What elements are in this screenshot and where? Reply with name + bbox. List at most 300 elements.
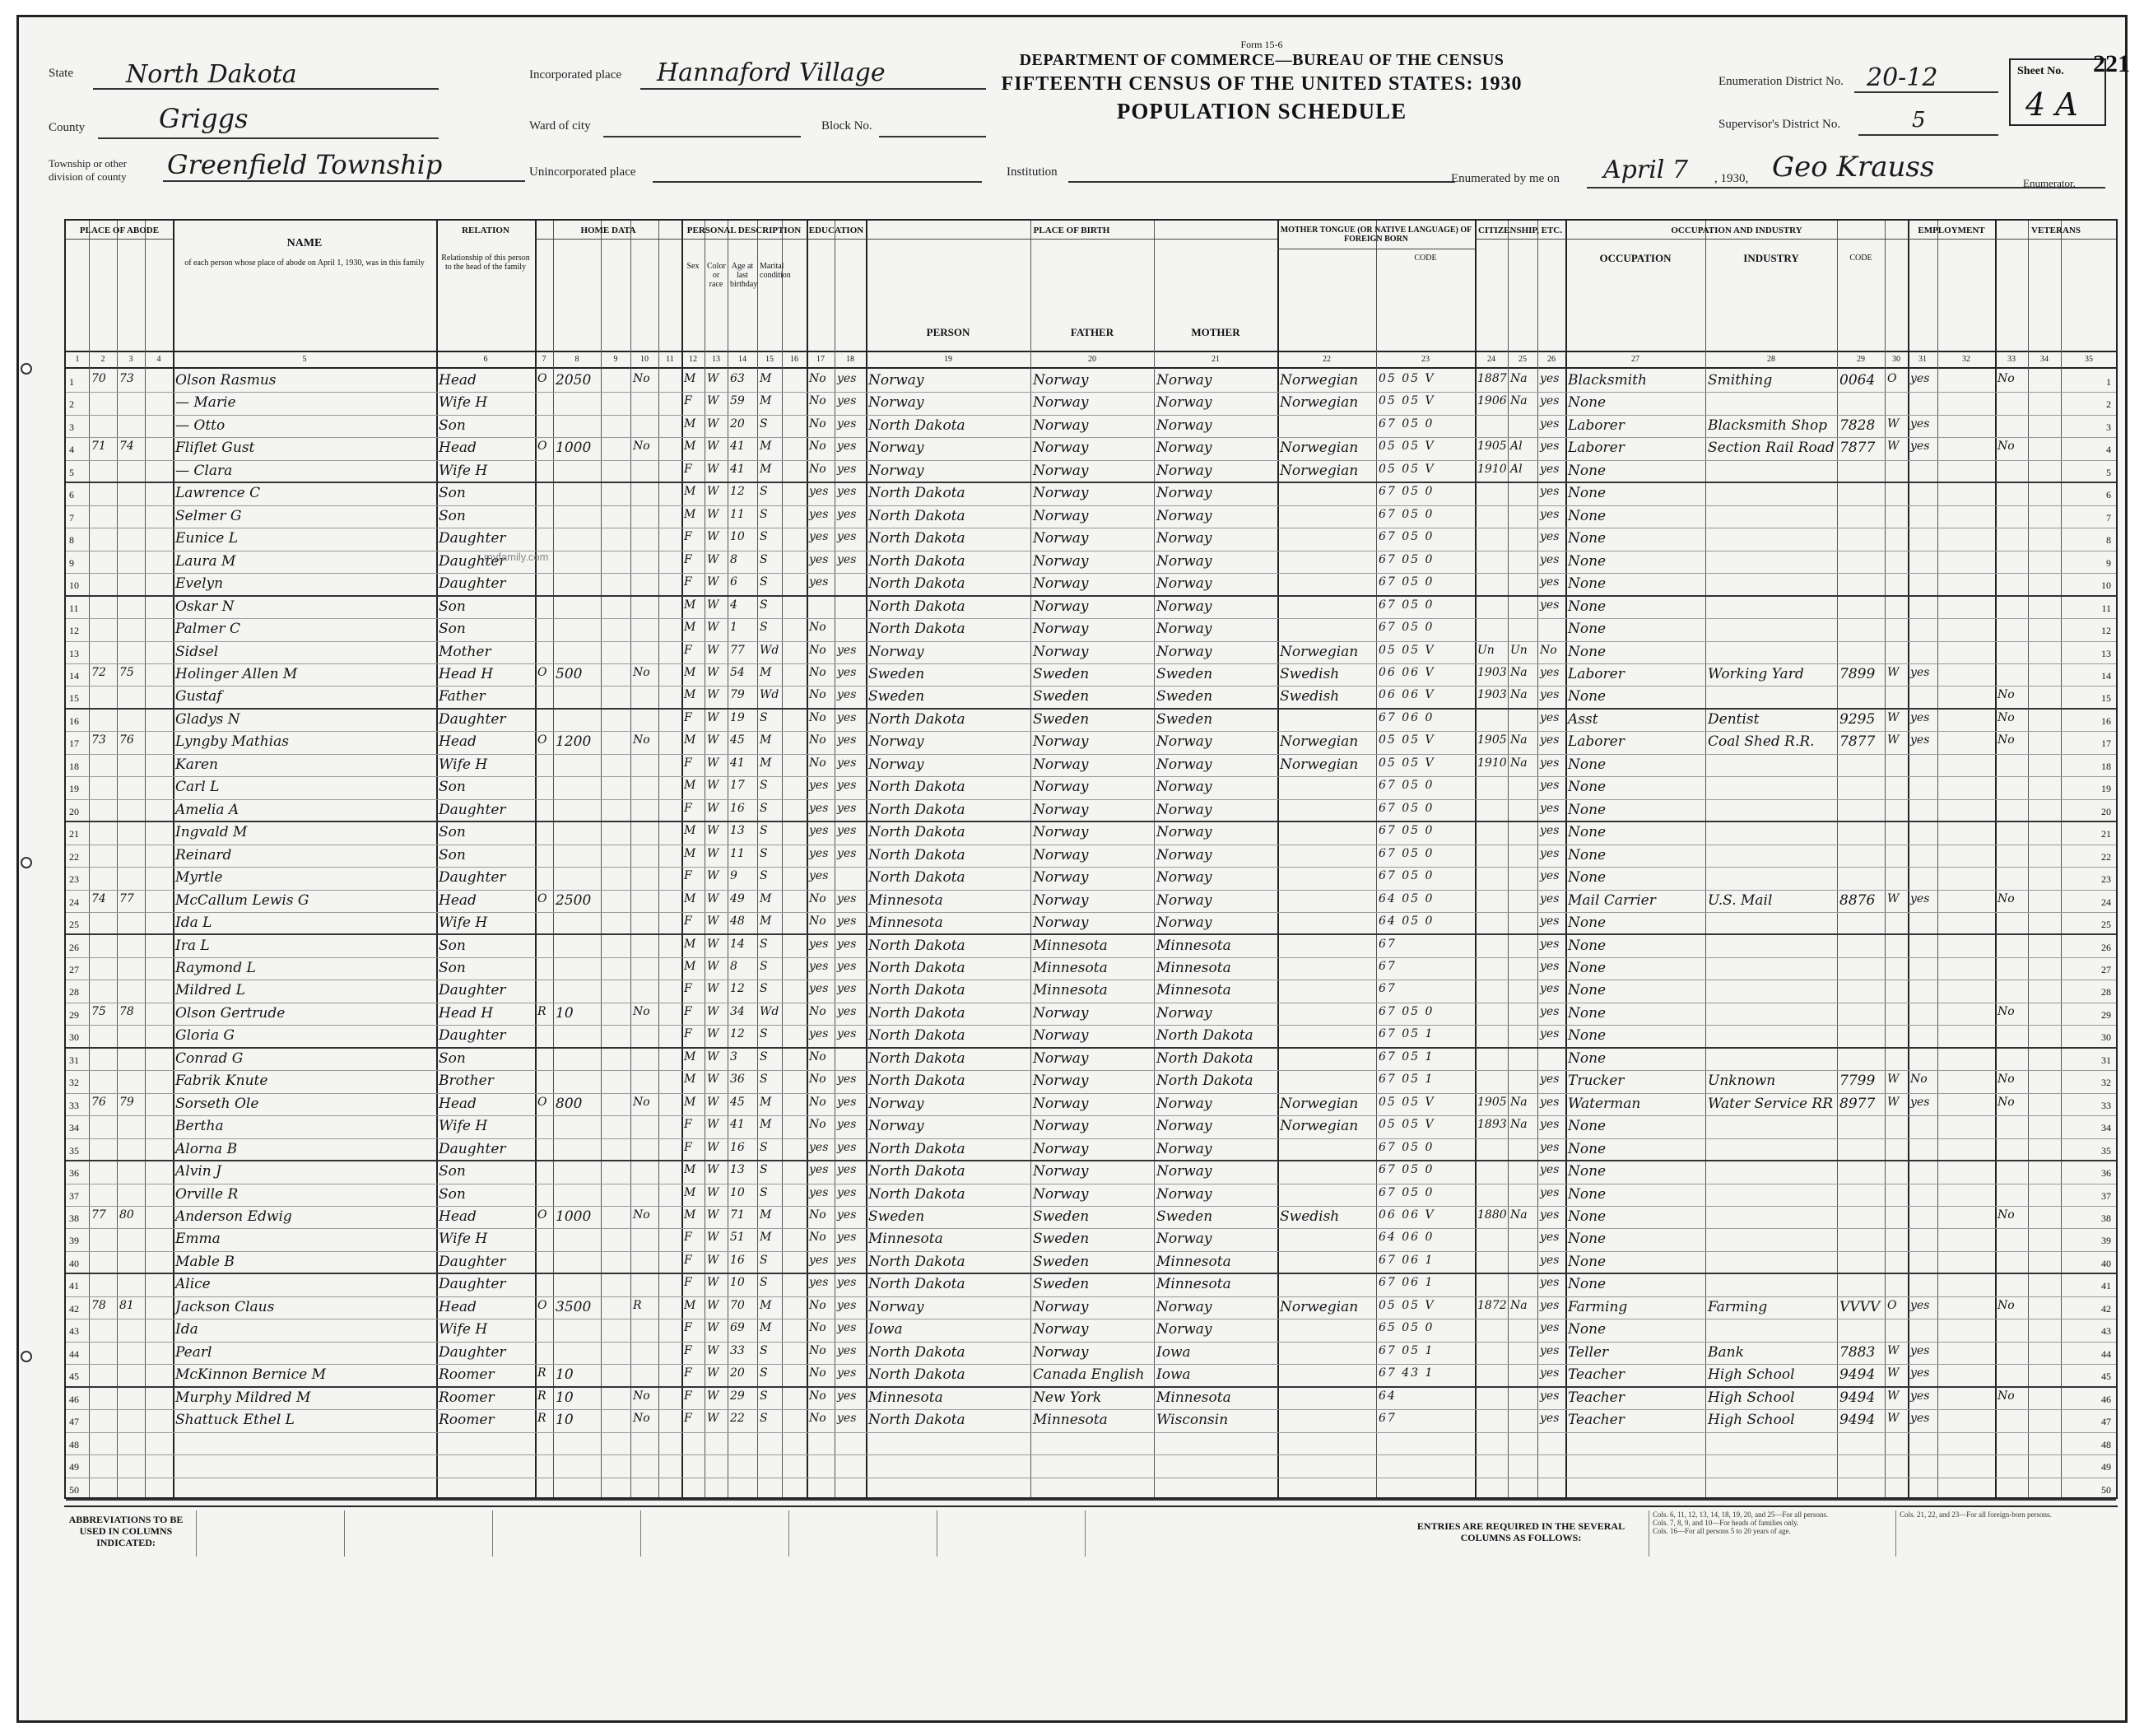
cell-age: 4 (730, 598, 737, 612)
group-header-place-of-abode: PLACE OF ABODE (79, 226, 160, 235)
cell-cls: W (1887, 1366, 1900, 1380)
column-number: 19 (944, 355, 952, 364)
cell-mar: S (760, 621, 768, 635)
cell-race: W (707, 530, 719, 544)
cell-fpob: Norway (1033, 915, 1089, 932)
cell-school: No (809, 1343, 826, 1357)
table-row (66, 822, 2116, 845)
cell-occ: None (1568, 1321, 1607, 1338)
cell-code: 67 05 1 (1379, 1027, 1435, 1041)
cell-eng: yes (1540, 959, 1560, 973)
cell-name: Gloria G (175, 1027, 235, 1045)
cell-ocode: 8876 (1839, 891, 1876, 909)
cell-age: 8 (730, 552, 737, 566)
cell-mar: S (760, 1412, 768, 1426)
cell-read: yes (837, 1389, 857, 1403)
cell-school: No (809, 710, 826, 724)
cell-rel: Roomer (439, 1366, 495, 1384)
county-label: County (49, 121, 86, 134)
cell-eng: yes (1540, 552, 1560, 566)
cell-eng: yes (1540, 372, 1560, 385)
cell-fpob: Norway (1033, 1118, 1089, 1135)
cell-mar: S (760, 1366, 768, 1380)
line-number: 5 (69, 466, 74, 478)
cell-read: yes (837, 507, 857, 521)
cell-ind: U.S. Mail (1708, 891, 1773, 909)
cell-emp: yes (1910, 417, 1930, 431)
cell-pob: North Dakota (868, 1004, 965, 1022)
cell-occ: None (1568, 1276, 1607, 1293)
table-row (66, 1455, 2116, 1478)
footer-notes (1895, 1510, 2118, 1557)
cell-read: yes (837, 846, 857, 860)
enumerated-label: Enumerated by me on (1451, 172, 1560, 185)
cell-rel: Head H (439, 1004, 494, 1022)
cell-mpob: Minnesota (1156, 982, 1231, 999)
group-underline (66, 239, 173, 240)
cell-age: 12 (730, 982, 745, 996)
cell-pob: North Dakota (868, 1163, 965, 1180)
cell-school: No (809, 733, 826, 747)
cell-race: W (707, 394, 719, 408)
cell-radio: No (633, 733, 650, 747)
cell-mpob: Minnesota (1156, 1389, 1231, 1406)
cell-mar: S (760, 1389, 768, 1403)
cell-pob: North Dakota (868, 530, 965, 547)
cell-dw: 70 (91, 372, 106, 385)
column-number: 27 (1631, 355, 1639, 364)
line-number: 3 (69, 421, 74, 433)
cell-fpob: Sweden (1033, 1253, 1090, 1270)
cell-imm: 1880 (1477, 1208, 1507, 1222)
cell-race: W (707, 1298, 719, 1312)
cell-ind: Smithing (1708, 372, 1773, 389)
cell-name: Ida L (175, 915, 212, 932)
cell-mar: S (760, 1185, 768, 1199)
cell-fpob: Norway (1033, 417, 1089, 434)
cell-read: yes (837, 462, 857, 476)
column-number: 14 (738, 355, 746, 364)
cell-code: 67 05 0 (1379, 869, 1435, 883)
cell-occ: Laborer (1568, 665, 1625, 682)
cell-age: 59 (730, 394, 745, 408)
cell-code: 67 (1379, 982, 1397, 996)
cell-vet: No (1998, 891, 2015, 905)
cell-race: W (707, 1118, 719, 1132)
line-number: 40 (69, 1257, 79, 1269)
form-number: Form 15-6 (1240, 39, 1283, 50)
cell-eng: yes (1540, 756, 1560, 770)
cell-sex: F (684, 756, 692, 770)
line-number: 32 (2101, 1077, 2111, 1089)
cell-rel: Father (439, 688, 486, 705)
cell-mpob: Norway (1156, 1118, 1212, 1135)
cell-school: No (809, 1366, 826, 1380)
cell-imm: 1905 (1477, 1095, 1507, 1109)
cell-read: yes (837, 1343, 857, 1357)
cell-pob: North Dakota (868, 485, 965, 502)
cell-school: yes (809, 1140, 829, 1154)
cell-school: yes (809, 801, 829, 815)
cell-rel: Mother (439, 643, 491, 660)
cell-fam: 73 (119, 372, 134, 385)
cell-name: Alice (175, 1276, 211, 1293)
table-row (66, 1139, 2116, 1161)
cell-eng: yes (1540, 485, 1560, 499)
cell-read: yes (837, 1163, 857, 1177)
cell-name: Pearl (175, 1343, 212, 1361)
cell-name: Lawrence C (175, 485, 261, 502)
enum-district-value: 20-12 (1867, 63, 1938, 92)
cell-code: 05 05 V (1379, 733, 1435, 747)
cell-read: yes (837, 485, 857, 499)
cell-sex: F (684, 1118, 692, 1132)
cell-read: yes (837, 1208, 857, 1222)
population-table (64, 219, 2118, 1499)
cell-nat: Un (1510, 643, 1528, 657)
cell-name: Amelia A (175, 801, 240, 818)
cell-pob: North Dakota (868, 552, 965, 570)
cell-fpob: Norway (1033, 1027, 1089, 1045)
cell-pob: Norway (868, 643, 924, 660)
cell-eng: yes (1540, 417, 1560, 431)
cell-school: No (809, 1004, 826, 1018)
cell-cls: W (1887, 710, 1900, 724)
footer-box (640, 1510, 788, 1557)
enumerator-name: Geo Krauss (1772, 151, 1935, 184)
line-number: 41 (69, 1280, 79, 1292)
group-header-place-of-birth: PLACE OF BIRTH (1033, 226, 1110, 235)
cell-sex: M (684, 417, 696, 431)
line-number: 41 (2101, 1280, 2111, 1292)
cell-read: yes (837, 959, 857, 973)
cell-fpob: Norway (1033, 598, 1089, 615)
cell-occ: None (1568, 643, 1607, 660)
cell-own: O (537, 372, 547, 385)
line-number: 50 (69, 1483, 79, 1496)
enumerated-year: , 1930, (1714, 172, 1749, 185)
cell-mar: S (760, 869, 768, 883)
cell-cls: W (1887, 1343, 1900, 1357)
cell-school: No (809, 665, 826, 679)
table-row (66, 528, 2116, 551)
cell-eng: yes (1540, 779, 1560, 793)
line-number: 7 (69, 511, 74, 524)
line-number: 45 (69, 1371, 79, 1383)
column-number: 32 (1962, 355, 1970, 364)
cell-pob: North Dakota (868, 1073, 965, 1090)
cell-mpob: Norway (1156, 869, 1212, 887)
cell-pob: Norway (868, 394, 924, 412)
cell-code: 64 05 0 (1379, 915, 1435, 929)
cell-age: 11 (730, 846, 745, 860)
cell-school: yes (809, 846, 829, 860)
cell-sex: M (684, 1163, 696, 1177)
cell-emp: yes (1910, 1389, 1930, 1403)
cell-ind: Section Rail Road (1708, 440, 1835, 457)
cell-rel: Son (439, 1163, 466, 1180)
cell-mpob: North Dakota (1156, 1050, 1253, 1067)
group-header-citizenship: CITIZENSHIP, ETC. (1478, 226, 1562, 235)
cell-mpob: Minnesota (1156, 937, 1231, 954)
line-number: 14 (2101, 669, 2111, 682)
cell-rel: Daughter (439, 869, 506, 887)
cell-occ: None (1568, 598, 1607, 615)
cell-tongue: Norwegian (1280, 1095, 1359, 1112)
cell-eng: yes (1540, 1343, 1560, 1357)
column-number: 31 (1918, 355, 1927, 364)
line-number: 24 (2101, 896, 2111, 908)
cell-ocode: 9494 (1839, 1366, 1876, 1384)
line-number: 7 (2106, 511, 2111, 524)
cell-eng: yes (1540, 598, 1560, 612)
column-number: 10 (640, 355, 649, 364)
cell-ind: High School (1708, 1389, 1795, 1406)
cell-pob: North Dakota (868, 982, 965, 999)
cell-read: yes (837, 1412, 857, 1426)
cell-race: W (707, 1366, 719, 1380)
cell-sex: M (684, 824, 696, 838)
cell-vet: No (1998, 1004, 2015, 1018)
cell-fpob: Norway (1033, 394, 1089, 412)
table-row (66, 1229, 2116, 1251)
cell-mar: S (760, 779, 768, 793)
line-number: 2 (2106, 398, 2111, 411)
cell-own: O (537, 891, 547, 905)
cell-race: W (707, 1343, 719, 1357)
line-number: 33 (2101, 1099, 2111, 1111)
cell-sex: M (684, 891, 696, 905)
cell-mpob: Minnesota (1156, 959, 1231, 976)
cell-ind: High School (1708, 1412, 1795, 1429)
cell-own: R (537, 1389, 546, 1403)
line-number: 25 (2101, 919, 2111, 931)
cell-name: Anderson Edwig (175, 1208, 292, 1226)
cell-fpob: Norway (1033, 621, 1089, 638)
cell-ocode: 8977 (1839, 1095, 1876, 1112)
cell-code: 67 05 0 (1379, 1004, 1435, 1018)
table-row (66, 1274, 2116, 1296)
cell-rel: Wife H (439, 1231, 488, 1248)
cell-age: 63 (730, 372, 745, 385)
cell-name: Sidsel (175, 643, 219, 660)
cell-school: No (809, 1298, 826, 1312)
cell-race: W (707, 1004, 719, 1018)
cell-name: Ira L (175, 937, 210, 954)
cell-own: O (537, 1095, 547, 1109)
table-row (66, 868, 2116, 890)
cell-rel: Daughter (439, 1343, 506, 1361)
cell-eng: yes (1540, 1412, 1560, 1426)
cell-mar: S (760, 846, 768, 860)
cell-occ: None (1568, 801, 1607, 818)
cell-age: 70 (730, 1298, 745, 1312)
cell-read: yes (837, 1321, 857, 1335)
cell-sex: F (684, 552, 692, 566)
cell-name: Reinard (175, 846, 232, 863)
cell-dw: 78 (91, 1298, 106, 1312)
cell-fpob: Norway (1033, 756, 1089, 773)
group-header-home-data: HOME DATA (580, 226, 636, 235)
table-row (66, 980, 2116, 1003)
cell-age: 19 (730, 710, 745, 724)
cell-sex: M (684, 1050, 696, 1063)
cell-sex: F (684, 1140, 692, 1154)
cell-emp: yes (1910, 665, 1930, 679)
cell-pob: North Dakota (868, 801, 965, 818)
table-row (66, 1319, 2116, 1342)
cell-eng: yes (1540, 440, 1560, 454)
cell-name: Orville R (175, 1185, 239, 1203)
cell-ocode: VVVV (1839, 1298, 1881, 1315)
cell-race: W (707, 440, 719, 454)
cell-mar: S (760, 1163, 768, 1177)
group-underline (807, 239, 866, 240)
column-number: 18 (846, 355, 854, 364)
cell-fam: 75 (119, 665, 134, 679)
cell-imm: 1910 (1477, 462, 1507, 476)
line-number: 22 (2101, 850, 2111, 863)
cell-name: Fabrik Knute (175, 1073, 268, 1090)
cell-fpob: Norway (1033, 824, 1089, 841)
cell-val: 800 (556, 1095, 583, 1112)
cell-vet: No (1998, 688, 2015, 702)
line-number: 11 (2101, 602, 2111, 614)
cell-school: yes (809, 824, 829, 838)
line-number: 34 (2101, 1122, 2111, 1134)
cell-age: 69 (730, 1321, 745, 1335)
cell-race: W (707, 1050, 719, 1063)
cell-mpob: Norway (1156, 1185, 1212, 1203)
cell-pob: North Dakota (868, 779, 965, 796)
cell-occ: None (1568, 1118, 1607, 1135)
county-value: Griggs (159, 103, 249, 134)
table-row (66, 686, 2116, 709)
cell-eng: yes (1540, 1253, 1560, 1267)
cell-cls: W (1887, 891, 1900, 905)
line-number: 28 (2101, 986, 2111, 998)
cell-name: — Otto (175, 417, 226, 434)
cell-emp: yes (1910, 372, 1930, 385)
cell-pob: North Dakota (868, 1185, 965, 1203)
cell-mar: M (760, 440, 772, 454)
cell-pob: Norway (868, 372, 924, 389)
cell-fam: 80 (119, 1208, 134, 1222)
cell-code: 67 05 0 (1379, 575, 1435, 589)
cell-eng: yes (1540, 1366, 1560, 1380)
line-number: 4 (2106, 444, 2111, 456)
cell-race: W (707, 621, 719, 635)
line-number: 2 (69, 398, 74, 411)
line-number: 8 (69, 534, 74, 547)
cell-name: Olson Gertrude (175, 1004, 286, 1022)
cell-fpob: Norway (1033, 575, 1089, 593)
cell-code: 67 05 1 (1379, 1050, 1435, 1063)
table-row (66, 1433, 2116, 1455)
line-number: 49 (69, 1461, 79, 1473)
cell-rel: Son (439, 1050, 466, 1067)
cell-mpob: Minnesota (1156, 1253, 1231, 1270)
cell-code: 67 05 1 (1379, 1073, 1435, 1087)
cell-fpob: Canada English (1033, 1366, 1145, 1384)
cell-fpob: Norway (1033, 507, 1089, 524)
cell-sex: M (684, 779, 696, 793)
cell-fpob: Norway (1033, 1004, 1089, 1022)
cell-nat: Na (1510, 665, 1528, 679)
cell-rel: Daughter (439, 575, 506, 593)
cell-own: O (537, 733, 547, 747)
cell-school: No (809, 440, 826, 454)
line-number: 37 (69, 1189, 79, 1202)
cell-pob: North Dakota (868, 1412, 965, 1429)
line-number: 38 (2101, 1212, 2111, 1225)
cell-fpob: Norway (1033, 891, 1089, 909)
cell-read: yes (837, 1027, 857, 1041)
line-number: 43 (69, 1325, 79, 1338)
cell-pob: North Dakota (868, 621, 965, 638)
cell-imm: 1903 (1477, 688, 1507, 702)
cell-occ: None (1568, 1208, 1607, 1226)
cell-dw: 75 (91, 1004, 106, 1018)
group-header-mother-tongue: MOTHER TONGUE (OR NATIVE LANGUAGE) OF FOREIGN BORN (1280, 226, 1472, 244)
cell-age: 77 (730, 643, 745, 657)
footer-notes (1649, 1510, 1895, 1557)
table-row (66, 1049, 2116, 1071)
cell-code: 05 05 V (1379, 462, 1435, 476)
cell-tongue: Norwegian (1280, 394, 1359, 412)
cell-eng: yes (1540, 1389, 1560, 1403)
cell-age: 33 (730, 1343, 745, 1357)
cell-tongue: Norwegian (1280, 372, 1359, 389)
cell-fpob: Norway (1033, 1050, 1089, 1067)
cell-own: O (537, 665, 547, 679)
cell-eng: yes (1540, 1163, 1560, 1177)
cell-sex: M (684, 1095, 696, 1109)
cell-sex: M (684, 959, 696, 973)
cell-mar: S (760, 1027, 768, 1041)
cell-race: W (707, 507, 719, 521)
line-number: 19 (69, 783, 79, 795)
cell-age: 12 (730, 1027, 745, 1041)
cell-pob: North Dakota (868, 1140, 965, 1157)
cell-sex: F (684, 643, 692, 657)
cell-radio: No (633, 1412, 650, 1426)
cell-occ: None (1568, 621, 1607, 638)
line-number: 44 (2101, 1347, 2111, 1360)
line-number: 16 (69, 714, 79, 727)
cell-read: yes (837, 1140, 857, 1154)
cell-code: 67 06 1 (1379, 1253, 1435, 1267)
line-number: 16 (2101, 714, 2111, 727)
cell-race: W (707, 1073, 719, 1087)
cell-read: yes (837, 440, 857, 454)
cell-pob: Minnesota (868, 891, 943, 909)
cell-sex: M (684, 1208, 696, 1222)
cell-mpob: Norway (1156, 824, 1212, 841)
cell-read: yes (837, 394, 857, 408)
cell-pob: Norway (868, 462, 924, 479)
cell-rel: Head (439, 891, 477, 909)
cell-school: No (809, 417, 826, 431)
line-number: 29 (69, 1008, 79, 1021)
cell-code: 06 06 V (1379, 688, 1435, 702)
cell-dw: 74 (91, 891, 106, 905)
cell-read: yes (837, 1095, 857, 1109)
cell-fpob: Norway (1033, 779, 1089, 796)
line-number: 24 (69, 896, 79, 908)
cell-rel: Son (439, 621, 466, 638)
cell-mpob: Iowa (1156, 1343, 1191, 1361)
